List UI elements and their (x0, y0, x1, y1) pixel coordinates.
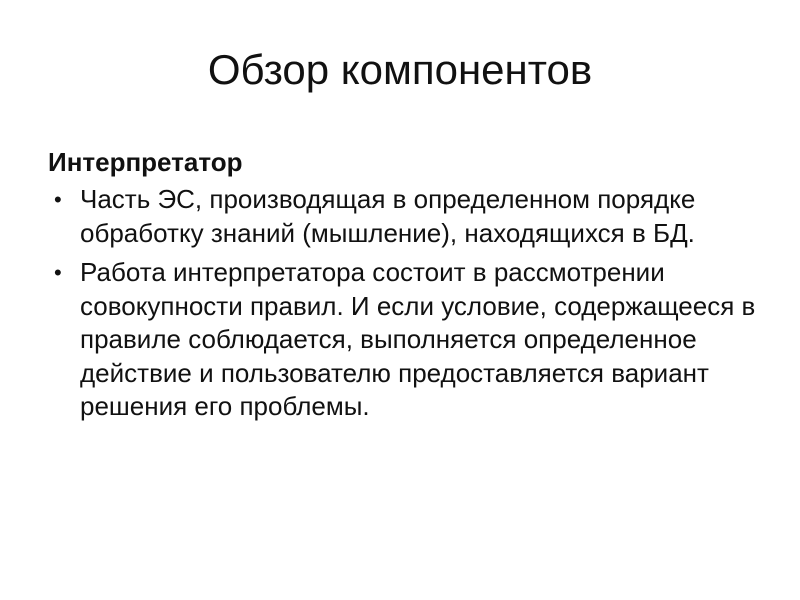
bullet-list (48, 183, 768, 424)
bullet-item-1 (48, 183, 768, 250)
slide-title: Обзор компонентов (207, 46, 593, 93)
bullet-icon: • (54, 260, 62, 285)
slide-content (48, 145, 768, 430)
bullet-text-1: Часть ЭС, производящая в определенном порядке обработку знаний (мышление), находящихся в БД. (80, 184, 696, 248)
bullet-icon: • (54, 187, 62, 212)
section-heading: Интерпретатор (48, 147, 243, 177)
bullet-text-2: Работа интерпретатора состоит в рассмотрении совокупности правил. И если условие, содержащееся в правиле соблюдается, выполняется определенное действие и пользователю предоставляется вариант решения его проблемы. (80, 257, 756, 421)
bullet-item-2 (48, 256, 768, 424)
